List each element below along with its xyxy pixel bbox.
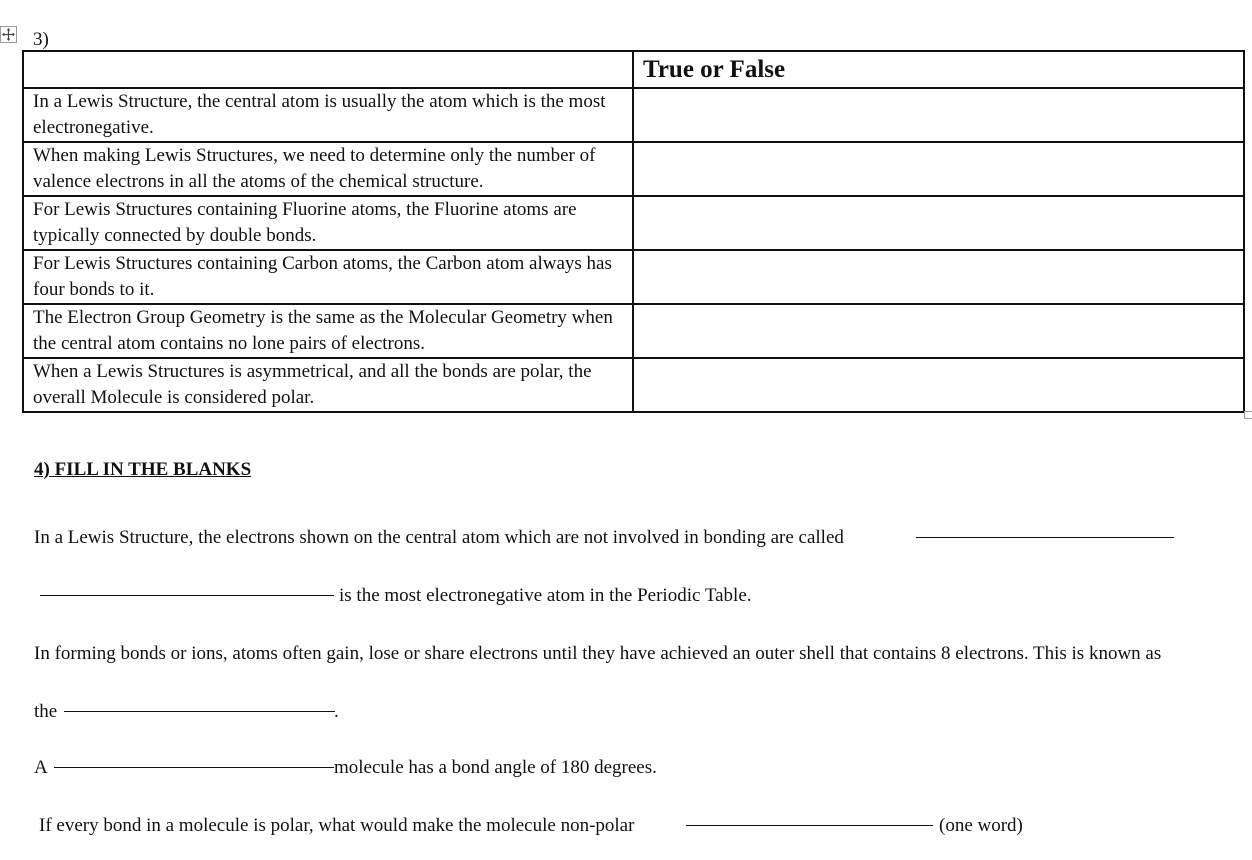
- table-header-row: [23, 51, 1244, 88]
- fill-q4-blank[interactable]: [54, 767, 334, 768]
- answer-cell[interactable]: [633, 88, 1244, 142]
- question-number: 3): [33, 29, 49, 50]
- fill-q4-text: molecule has a bond angle of 180 degrees.: [334, 757, 657, 778]
- fill-q3-blank[interactable]: [64, 711, 335, 712]
- answer-cell[interactable]: [633, 358, 1244, 412]
- table-row: [23, 142, 1244, 196]
- statement-cell: When a Lewis Structures is asymmetrical, and all the bonds are polar, the overall Molecule is considered polar.: [23, 358, 633, 412]
- table-row: [23, 304, 1244, 358]
- table-move-handle[interactable]: [0, 26, 17, 43]
- true-false-table: [22, 50, 1245, 413]
- fill-q1-text: In a Lewis Structure, the electrons shown on the central atom which are not involved in bonding are called: [34, 527, 844, 548]
- answer-cell[interactable]: [633, 304, 1244, 358]
- fill-q2-text: is the most electronegative atom in the Periodic Table.: [339, 585, 752, 606]
- fill-q3-period: .: [334, 701, 339, 722]
- fill-q5-blank[interactable]: [686, 825, 933, 826]
- statement-cell: In a Lewis Structure, the central atom is usually the atom which is the most electronegative.: [23, 88, 633, 142]
- statement-cell: When making Lewis Structures, we need to determine only the number of valence electrons in all the atoms of the chemical structure.: [23, 142, 633, 196]
- fill-q4-prefix: A: [34, 757, 48, 778]
- fill-q1-blank[interactable]: [916, 537, 1174, 538]
- true-false-header: True or False: [633, 51, 1244, 88]
- section-title: 4) FILL IN THE BLANKS: [34, 459, 252, 480]
- fill-q5-text: If every bond in a molecule is polar, what would make the molecule non-polar: [39, 815, 635, 836]
- answer-cell[interactable]: [633, 250, 1244, 304]
- statement-cell: For Lewis Structures containing Carbon atoms, the Carbon atom always has four bonds to it.: [23, 250, 633, 304]
- table-row: [23, 88, 1244, 142]
- answer-cell[interactable]: [633, 142, 1244, 196]
- statement-cell: For Lewis Structures containing Fluorine atoms, the Fluorine atoms are typically connected by double bonds.: [23, 196, 633, 250]
- move-arrows-icon: [1, 27, 16, 42]
- fill-q3-prefix: the: [34, 701, 58, 722]
- header-blank-cell: [23, 51, 633, 88]
- table-row: [23, 250, 1244, 304]
- fill-q2-blank[interactable]: [40, 595, 334, 596]
- statement-cell: The Electron Group Geometry is the same as the Molecular Geometry when the central atom contains no lone pairs of electrons.: [23, 304, 633, 358]
- table-row: [23, 358, 1244, 412]
- answer-cell[interactable]: [633, 196, 1244, 250]
- fill-q5-hint: (one word): [939, 815, 1023, 836]
- table-resize-handle[interactable]: [1244, 411, 1252, 419]
- table-row: [23, 196, 1244, 250]
- fill-q3-text: In forming bonds or ions, atoms often gain, lose or share electrons until they have achieved an outer shell that contains 8 electrons. This is known as: [34, 643, 1162, 664]
